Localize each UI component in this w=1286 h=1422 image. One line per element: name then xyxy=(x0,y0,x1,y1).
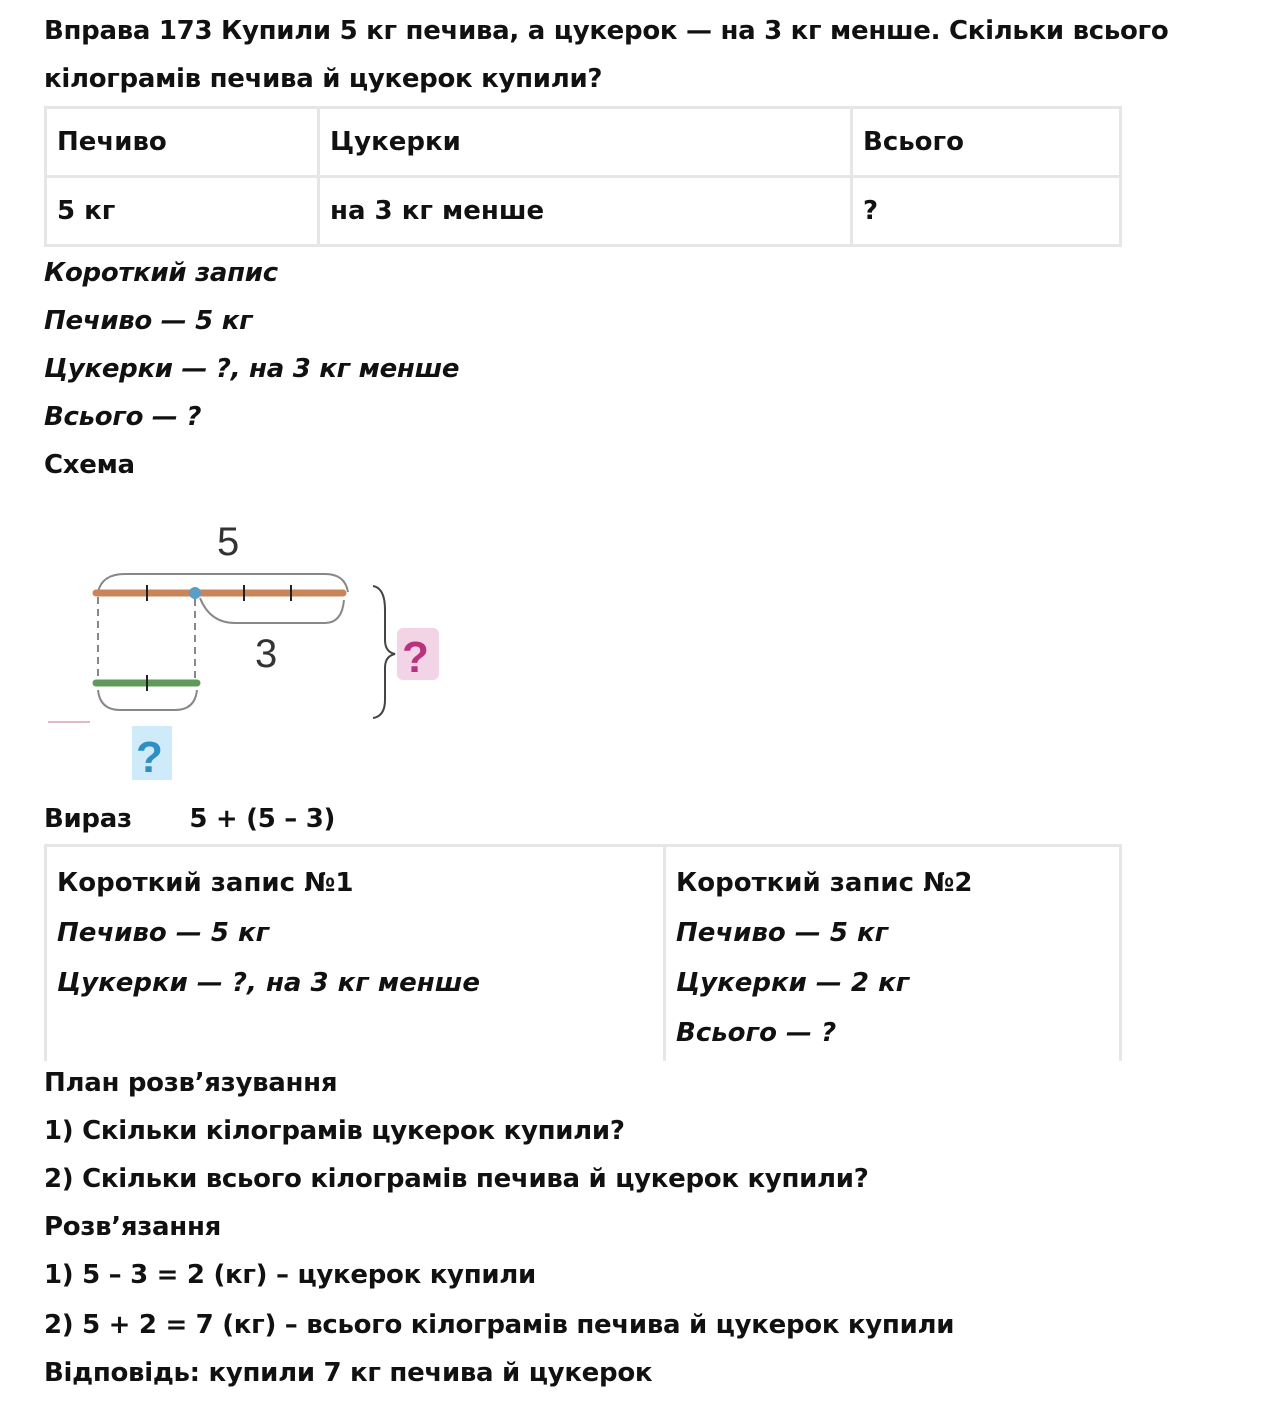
table-row xyxy=(46,177,1121,246)
header-total: Всього xyxy=(852,108,1121,177)
plan-title: План розв’язування xyxy=(44,1068,338,1098)
cell-total: ? xyxy=(852,177,1121,246)
diff-brace xyxy=(200,598,344,623)
solution-step: 1) 5 – 3 = 2 (кг) – цукерок купили xyxy=(44,1260,536,1290)
cell-candies: на 3 кг менше xyxy=(319,177,852,246)
total-question-icon: ? xyxy=(402,633,429,682)
short-note-line: Цукерки — ?, на 3 кг менше xyxy=(44,354,460,384)
scheme-diagram xyxy=(40,500,460,790)
solution-title: Розв’язання xyxy=(44,1212,222,1242)
short-note-2-line: Всього — ? xyxy=(676,1018,837,1048)
header-candies: Цукерки xyxy=(319,108,852,177)
plan-step: 2) Скільки всього кілограмів печива й цукерок купили? xyxy=(44,1164,869,1194)
solution-step: 2) 5 + 2 = 7 (кг) – всього кілограмів печива й цукерок купили xyxy=(44,1310,955,1340)
short-notes-table xyxy=(44,844,1122,1061)
short-note-2-line: Цукерки — 2 кг xyxy=(676,968,910,998)
table-header-row xyxy=(46,108,1121,177)
scheme-title: Схема xyxy=(44,450,135,480)
top-brace xyxy=(98,574,348,592)
split-point xyxy=(189,587,201,599)
bottom-question-icon: ? xyxy=(136,733,163,782)
short-note-title: Короткий запис xyxy=(44,258,278,288)
expression xyxy=(44,804,335,834)
plan-step: 1) Скільки кілограмів цукерок купили? xyxy=(44,1116,625,1146)
total-brace xyxy=(373,586,395,718)
expression-value: 5 + (5 – 3) xyxy=(189,804,336,834)
task-line-1: Вправа 173 Купили 5 кг печива, а цукерок — на 3 кг менше. Скільки всього xyxy=(44,16,1169,46)
short-note-1-line: Цукерки — ?, на 3 кг менше xyxy=(57,968,481,998)
table-row xyxy=(46,846,1121,1062)
header-cookies: Печиво xyxy=(46,108,319,177)
short-note-1-title: Короткий запис №1 xyxy=(57,868,354,898)
short-note-line: Печиво — 5 кг xyxy=(44,306,253,336)
diff-label: 3 xyxy=(255,632,278,676)
answer: Відповідь: купили 7 кг печива й цукерок xyxy=(44,1358,653,1388)
top-label: 5 xyxy=(217,520,240,564)
short-note-2-title: Короткий запис №2 xyxy=(676,868,973,898)
expression-label: Вираз xyxy=(44,804,132,834)
short-note-1-line: Печиво — 5 кг xyxy=(57,918,270,948)
short-note-2-line: Печиво — 5 кг xyxy=(676,918,889,948)
task-line-2: кілограмів печива й цукерок купили? xyxy=(44,64,603,94)
short-note-1-cell xyxy=(46,846,665,1062)
bottom-brace xyxy=(98,690,197,710)
short-note-2-cell xyxy=(665,846,1121,1062)
short-note-line: Всього — ? xyxy=(44,402,202,432)
data-table xyxy=(44,106,1122,247)
cell-cookies: 5 кг xyxy=(46,177,319,246)
